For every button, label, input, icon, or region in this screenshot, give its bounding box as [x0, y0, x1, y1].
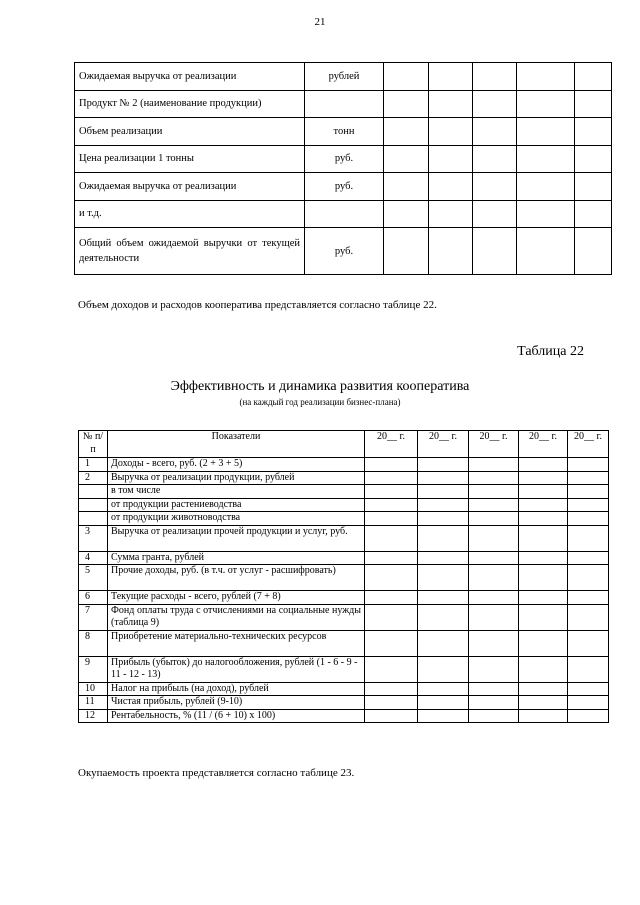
table-row: [79, 591, 609, 605]
header-indicators: Показатели: [108, 431, 365, 458]
table-row: [79, 565, 609, 591]
row-num: 5: [79, 565, 108, 591]
row-num: 4: [79, 551, 108, 565]
table-row: [79, 551, 609, 565]
row-label: Доходы - всего, руб. (2 + 3 + 5): [108, 458, 365, 472]
paragraph-table-23-ref: Окупаемость проекта представляется согласно таблице 23.: [78, 767, 355, 779]
table-row: [75, 118, 612, 146]
row-label: Текущие расходы - всего, рублей (7 + 8): [108, 591, 365, 605]
row-unit: [305, 90, 384, 118]
table-row: [79, 682, 609, 696]
header-year: 20__ г.: [365, 431, 418, 458]
table-row: [75, 145, 612, 173]
table-subtitle: (на каждый год реализации бизнес-плана): [239, 397, 401, 407]
header-year: 20__ г.: [519, 431, 568, 458]
table-row: [79, 630, 609, 656]
header-year: 20__ г.: [418, 431, 469, 458]
table-row: [79, 604, 609, 630]
header-num: № п/п: [79, 431, 108, 458]
row-label: от продукции растениеводства: [108, 498, 365, 512]
row-label: Фонд оплаты труда с отчислениями на социальные нужды (таблица 9): [108, 604, 365, 630]
row-label: Налог на прибыль (на доход), рублей: [108, 682, 365, 696]
row-unit: рублей: [305, 63, 384, 91]
table-title: Эффективность и динамика развития кооператива: [170, 379, 470, 394]
row-label: Сумма гранта, рублей: [108, 551, 365, 565]
row-unit: тонн: [305, 118, 384, 146]
table-row: [79, 656, 609, 682]
row-num: 2: [79, 471, 108, 485]
row-label: Цена реализации 1 тонны: [75, 145, 305, 173]
page-number: 21: [314, 16, 326, 28]
row-num: 7: [79, 604, 108, 630]
table-row: [75, 173, 612, 201]
table-header-row: [79, 431, 609, 458]
row-label: от продукции животноводства: [108, 512, 365, 526]
row-num: [79, 485, 108, 499]
row-label: и т.д.: [75, 200, 305, 228]
row-label: Общий объем ожидаемой выручки от текущей деятельности: [75, 228, 305, 275]
header-year: 20__ г.: [469, 431, 519, 458]
row-num: 11: [79, 696, 108, 710]
row-label: Выручка от реализации прочей продукции и услуг, руб.: [108, 525, 365, 551]
row-label: Ожидаемая выручка от реализации: [75, 63, 305, 91]
table-row: [75, 63, 612, 91]
row-unit: [305, 200, 384, 228]
table-row: [75, 228, 612, 275]
row-num: [79, 498, 108, 512]
row-unit: руб.: [305, 173, 384, 201]
table-22: [78, 430, 609, 723]
table-row: [79, 709, 609, 723]
table-row: [79, 512, 609, 526]
row-label: Прочие доходы, руб. (в т.ч. от услуг - расшифровать): [108, 565, 365, 591]
row-num: 9: [79, 656, 108, 682]
table-row: [75, 200, 612, 228]
row-label: Выручка от реализации продукции, рублей: [108, 471, 365, 485]
table-number: Таблица 22: [517, 344, 584, 359]
row-label: Продукт № 2 (наименование продукции): [75, 90, 305, 118]
row-label: Объем реализации: [75, 118, 305, 146]
table-row: [79, 485, 609, 499]
row-unit: руб.: [305, 145, 384, 173]
row-num: [79, 512, 108, 526]
table-row: [79, 498, 609, 512]
table-row: [79, 458, 609, 472]
row-num: 1: [79, 458, 108, 472]
row-label: Приобретение материально-технических ресурсов: [108, 630, 365, 656]
row-label: Прибыль (убыток) до налогообложения, рублей (1 - 6 - 9 - 11 - 12 - 13): [108, 656, 365, 682]
table-row: [79, 471, 609, 485]
row-label: в том числе: [108, 485, 365, 499]
row-unit: руб.: [305, 228, 384, 275]
row-num: 3: [79, 525, 108, 551]
row-num: 12: [79, 709, 108, 723]
paragraph-table-22-ref: Объем доходов и расходов кооператива представляется согласно таблице 22.: [78, 299, 437, 311]
row-label: Чистая прибыль, рублей (9-10): [108, 696, 365, 710]
row-num: 8: [79, 630, 108, 656]
row-num: 10: [79, 682, 108, 696]
row-label: Рентабельность, % (11 / (6 + 10) х 100): [108, 709, 365, 723]
table-row: [75, 90, 612, 118]
header-year: 20__ г.: [568, 431, 609, 458]
table-row: [79, 525, 609, 551]
table-21-continuation: [74, 62, 612, 275]
row-num: 6: [79, 591, 108, 605]
row-label: Ожидаемая выручка от реализации: [75, 173, 305, 201]
table-row: [79, 696, 609, 710]
